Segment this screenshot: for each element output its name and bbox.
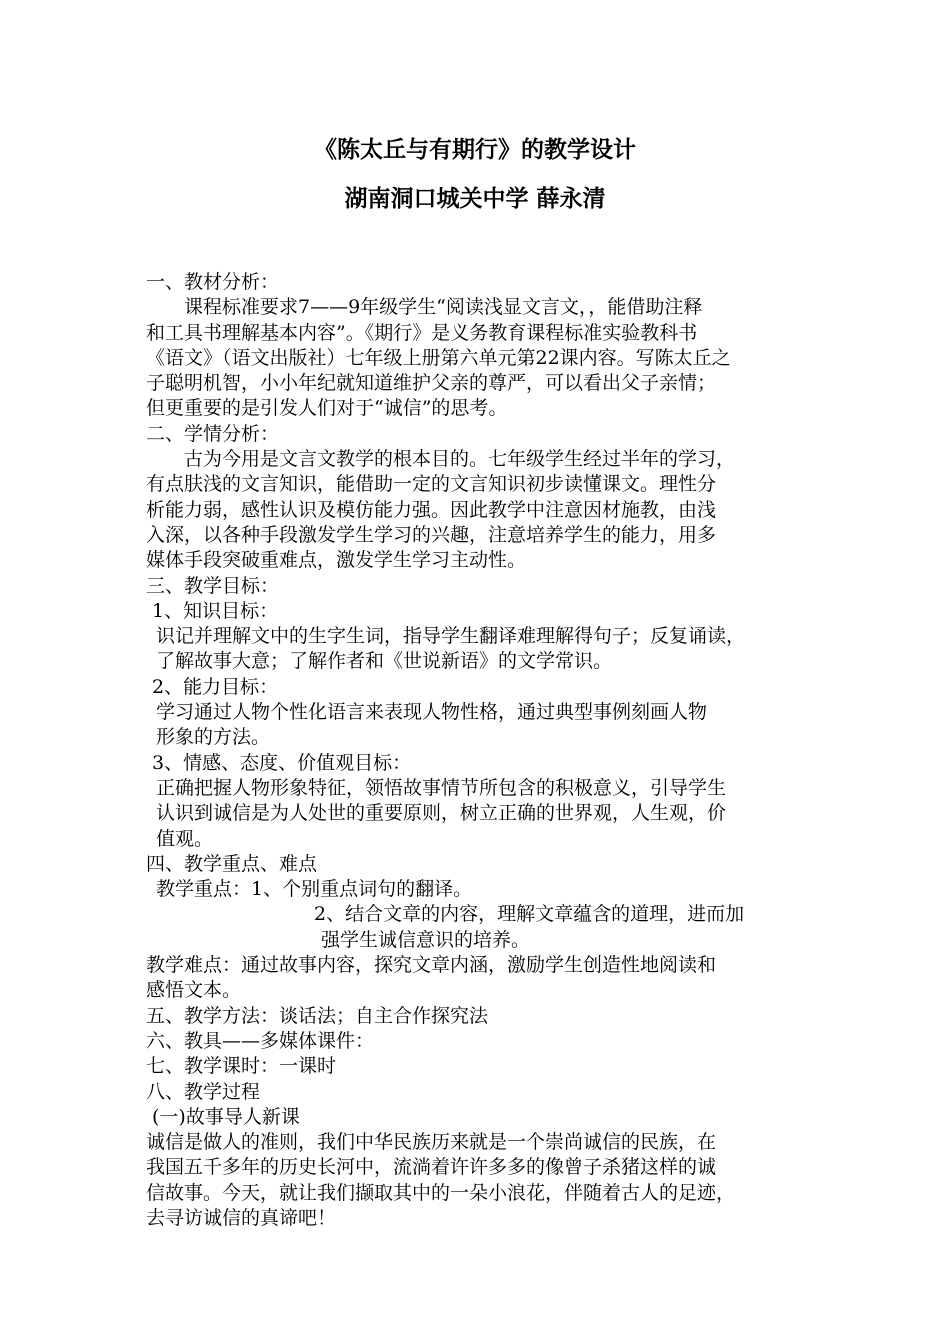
paragraph-line: 去寻访诚信的真谛吧！ xyxy=(146,1206,337,1229)
paragraph-line: 了解故事大意；了解作者和《世说新语》的文学常识。 xyxy=(156,650,613,673)
subsection-heading: 3、情感、态度、价值观目标： xyxy=(152,751,412,774)
paragraph-line: 我国五千多年的历史长河中，流淌着许许多多的像曾子杀猪这样的诚 xyxy=(146,1156,717,1179)
paragraph-line: 析能力弱，感性认识及模仿能力强。因此教学中注意因材施教，由浅 xyxy=(146,498,717,521)
paragraph-line: 正确把握人物形象特征，领悟故事情节所包含的积极意义，引导学生 xyxy=(156,776,727,799)
subsection-heading: (一)故事导人新课 xyxy=(152,1105,300,1128)
paragraph-line: 古为今用是文言文教学的根本目的。七年级学生经过半年的学习， xyxy=(184,448,736,471)
paragraph-line: 形象的方法。 xyxy=(156,726,271,749)
section-heading: 二、学情分析： xyxy=(146,422,280,445)
paragraph-line: 学习通过人物个性化语言来表现人物性格，通过典型事例刻画人物 xyxy=(156,701,708,724)
paragraph-line: 值观。 xyxy=(156,827,214,850)
section-heading: 八、教学过程 xyxy=(146,1080,261,1103)
paragraph-line: 但更重要的是引发人们对于“诚信”的思考。 xyxy=(146,397,508,420)
paragraph-line: 课程标准要求7——9年级学生“阅读浅显文言文，，能借助注释 xyxy=(184,296,703,319)
section-heading: 三、教学目标： xyxy=(146,574,280,597)
paragraph-line: 教学重点：1、个别重点词句的翻译。 xyxy=(156,878,473,901)
paragraph-line: 《语文》（语文出版社）七年级上册第六单元第22课内容。写陈太丘之 xyxy=(146,346,731,369)
document-body xyxy=(146,270,821,1231)
paragraph-line: 有点肤浅的文言知识，能借助一定的文言知识初步读懂课文。理性分 xyxy=(146,473,717,496)
paragraph-line: 诚信是做人的准则，我们中华民族历来就是一个崇尚诚信的民族，在 xyxy=(146,1131,717,1154)
document-title: 《陈太丘与有期行》的教学设计 xyxy=(314,136,636,163)
paragraph-line: 和工具书理解基本内容”。《期行》是义务教育课程标准实验教科书 xyxy=(146,321,698,344)
paragraph-line: 信故事。今天，就让我们撷取其中的一朵小浪花，伴随着古人的足迹， xyxy=(146,1181,736,1204)
section-heading: 六、教具——多媒体课件： xyxy=(146,1029,375,1052)
author-line: 湖南洞口城关中学 薛永清 xyxy=(344,185,606,212)
paragraph-line: 认识到诚信是为人处世的重要原则，树立正确的世界观，人生观，价 xyxy=(156,802,727,825)
paragraph-line: 媒体手段突破重难点，激发学生学习主动性。 xyxy=(146,549,527,572)
subsection-heading: 2、能力目标： xyxy=(152,675,279,698)
paragraph-line: 感悟文本。 xyxy=(146,979,242,1002)
paragraph-line: 子聪明机智，小小年纪就知道维护父亲的尊严，可以看出父子亲情； xyxy=(146,372,717,395)
paragraph-line: 教学难点：通过故事内容，探究文章内涵，激励学生创造性地阅读和 xyxy=(146,954,717,977)
paragraph-line: 2、结合文章的内容，理解文章蕴含的道理，进而加 xyxy=(314,903,745,926)
section-heading: 七、教学课时：一课时 xyxy=(146,1055,337,1078)
subsection-heading: 1、知识目标： xyxy=(152,599,279,622)
section-heading: 五、教学方法：谈话法；自主合作探究法 xyxy=(146,1004,489,1027)
section-heading: 一、教材分析： xyxy=(146,271,280,293)
section-heading: 四、教学重点、难点 xyxy=(146,852,318,875)
paragraph-line: 强学生诚信意识的培养。 xyxy=(321,928,531,951)
paragraph-line: 入深，以各种手段激发学生学习的兴趣，注意培养学生的能力，用多 xyxy=(146,523,717,546)
paragraph-line: 识记并理解文中的生字生词，指导学生翻译难理解得句子；反复诵读， xyxy=(156,625,746,648)
